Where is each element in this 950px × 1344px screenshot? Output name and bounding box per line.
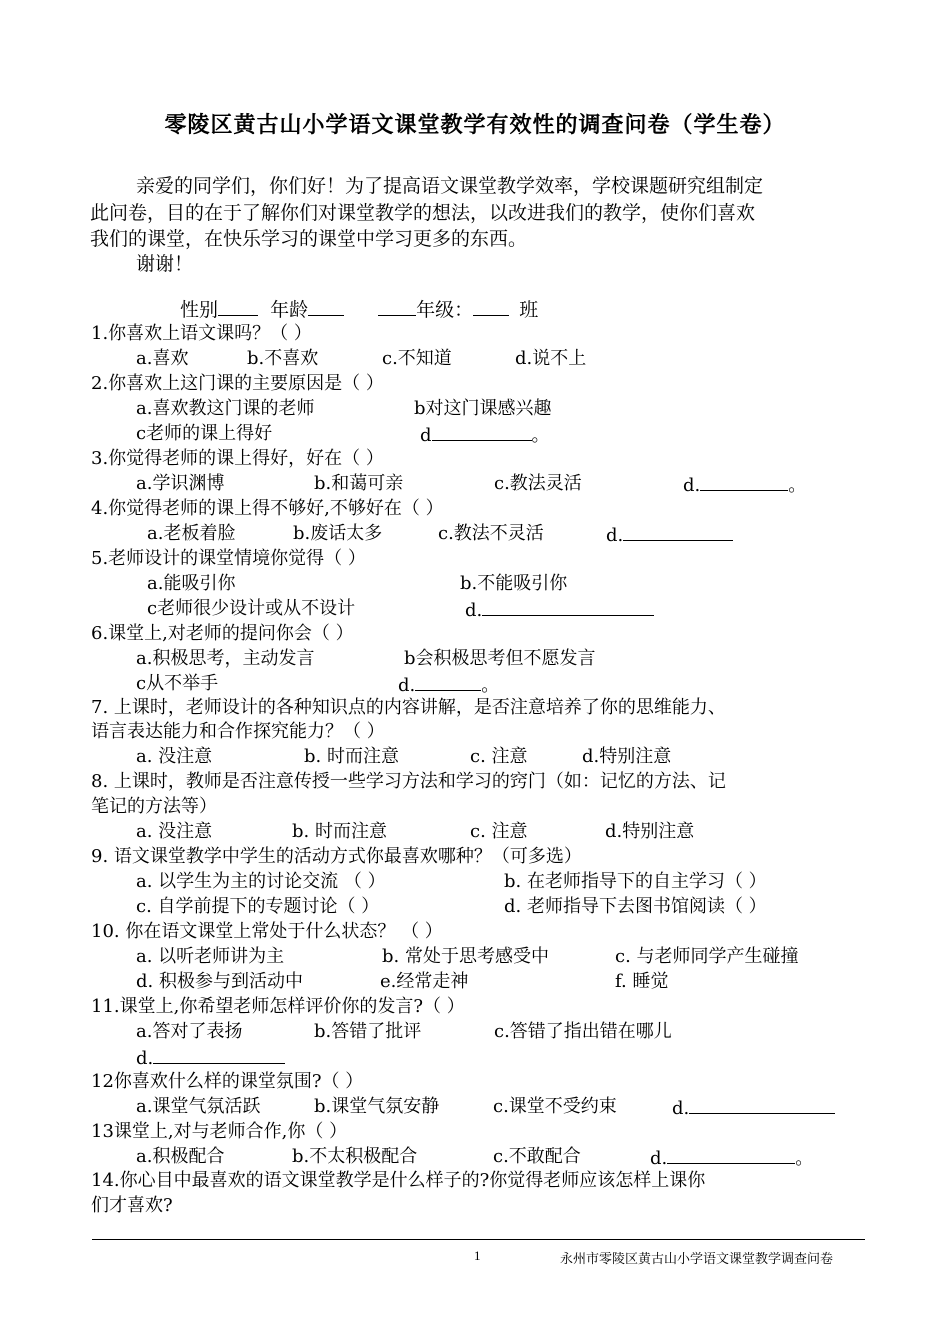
intro-thanks: 谢谢！ (136, 253, 194, 275)
class-label: 班 (519, 299, 539, 321)
q10-option-c[interactable]: c. 与老师同学产生碰撞 (615, 946, 799, 967)
q1-option-d[interactable]: d.说不上 (515, 348, 587, 369)
q2-option-b[interactable]: b对这门课感兴趣 (414, 398, 552, 419)
q5-option-a[interactable]: a.能吸引你 (147, 573, 236, 594)
q10-option-d[interactable]: d. 积极参与到活动中 (136, 971, 303, 992)
footer-text: 永州市零陵区黄古山小学语文课堂教学调查问卷 (560, 1251, 834, 1266)
grade-label: 年级： (416, 299, 474, 321)
q12-option-a[interactable]: a.课堂气氛活跃 (136, 1096, 261, 1117)
q9-option-a[interactable]: a. 以学生为主的讨论交流 （ ） (136, 871, 386, 892)
class-blank[interactable] (473, 297, 509, 316)
q9-option-d[interactable]: d. 老师指导下去图书馆阅读（ ） (504, 896, 767, 917)
q4-option-c[interactable]: c.教法不灵活 (438, 523, 544, 544)
q8-text-line-1: 8. 上课时，教师是否注意传授一些学习方法和学习的窍门（如：记忆的方法、记 (91, 771, 726, 792)
intro-line-1: 亲爱的同学们，你们好！为了提高语文课堂教学效率，学校课题研究组制定 (136, 175, 764, 197)
q14-text-line-1: 14.你心目中最喜欢的语文课堂教学是什么样子的?你觉得老师应该怎样上课你 (91, 1170, 706, 1191)
q3-option-d[interactable]: d. 。 (683, 472, 806, 498)
q7-option-a[interactable]: a. 没注意 (136, 746, 213, 767)
page-title: 零陵区黄古山小学语文课堂教学有效性的调查问卷（学生卷） (164, 112, 786, 138)
q10-option-e[interactable]: e.经常走神 (380, 971, 469, 992)
q11-option-b[interactable]: b.答错了批评 (314, 1021, 422, 1042)
age-blank[interactable] (308, 297, 344, 316)
grade-blank[interactable] (378, 297, 416, 316)
age-label: 年龄 (270, 299, 309, 321)
q7-option-c[interactable]: c. 注意 (470, 746, 528, 767)
q14-text-line-2: 们才喜欢? (91, 1195, 173, 1216)
q9-text: 9. 语文课堂教学中学生的活动方式你最喜欢哪种？（可多选） (91, 846, 582, 867)
q4-option-b[interactable]: b.废话太多 (293, 523, 383, 544)
q5-option-b[interactable]: b.不能吸引你 (460, 573, 568, 594)
q13-option-b[interactable]: b.不太积极配合 (292, 1146, 418, 1167)
q2-option-d[interactable]: d 。 (420, 422, 550, 448)
q10-option-a[interactable]: a. 以听老师讲为主 (136, 946, 285, 967)
q1-option-b[interactable]: b.不喜欢 (247, 348, 319, 369)
q2-option-c[interactable]: c老师的课上得好 (136, 423, 273, 444)
intro-line-3: 我们的课堂，在快乐学习的课堂中学习更多的东西。 (90, 228, 528, 250)
q7-option-d[interactable]: d.特别注意 (582, 746, 672, 767)
q1-text: 1.你喜欢上语文课吗？（ ） (91, 323, 312, 344)
q6-option-b[interactable]: b会积极思考但不愿发言 (404, 648, 596, 669)
q3-option-a[interactable]: a.学识渊博 (136, 473, 225, 494)
q12-option-b[interactable]: b.课堂气氛安静 (314, 1096, 440, 1117)
q9-option-c[interactable]: c. 自学前提下的专题讨论（ ） (136, 896, 380, 917)
q6-option-a[interactable]: a.积极思考，主动发言 (136, 648, 315, 669)
q7-text-line-1: 7. 上课时，老师设计的各种知识点的内容讲解，是否注意培养了你的思维能力、 (91, 697, 726, 718)
q11-option-d[interactable]: d. (136, 1045, 285, 1071)
intro-line-2: 此问卷，目的在于了解你们对课堂教学的想法，以改进我们的教学，使你们喜欢 (90, 202, 756, 224)
q3-option-c[interactable]: c.教法灵活 (494, 473, 582, 494)
q13-option-c[interactable]: c.不敢配合 (493, 1146, 581, 1167)
q4-option-a[interactable]: a.老板着脸 (147, 523, 236, 544)
q12-option-c[interactable]: c.课堂不受约束 (493, 1096, 617, 1117)
q11-option-c[interactable]: c.答错了指出错在哪儿 (494, 1021, 672, 1042)
q6-option-d[interactable]: d. 。 (398, 672, 499, 698)
q9-option-b[interactable]: b. 在老师指导下的自主学习（ ） (504, 871, 767, 892)
q5-text: 5.老师设计的课堂情境你觉得（ ） (91, 548, 366, 569)
page-number: 1 (474, 1248, 481, 1263)
q1-option-c[interactable]: c.不知道 (382, 348, 452, 369)
q8-option-d[interactable]: d.特别注意 (605, 821, 695, 842)
gender-blank[interactable] (218, 297, 258, 316)
q13-option-a[interactable]: a.积极配合 (136, 1146, 225, 1167)
q3-text: 3.你觉得老师的课上得好，好在（ ） (91, 448, 384, 469)
q8-text-line-2: 笔记的方法等） (91, 796, 217, 817)
q7-option-b[interactable]: b. 时而注意 (304, 746, 399, 767)
footer-divider (92, 1239, 865, 1240)
q10-option-b[interactable]: b. 常处于思考感受中 (382, 946, 549, 967)
q13-text: 13课堂上,对与老师合作,你（ ） (91, 1121, 348, 1142)
gender-label: 性别 (180, 299, 219, 321)
q8-option-b[interactable]: b. 时而注意 (292, 821, 387, 842)
q5-option-c[interactable]: c老师很少设计或从不设计 (147, 598, 356, 619)
q12-option-d[interactable]: d. (672, 1095, 835, 1121)
q3-option-b[interactable]: b.和蔼可亲 (314, 473, 404, 494)
q4-option-d[interactable]: d. (606, 522, 733, 548)
q7-text-line-2: 语言表达能力和合作探究能力？（ ） (91, 721, 385, 742)
q2-text: 2.你喜欢上这门课的主要原因是（ ） (91, 373, 384, 394)
q11-option-a[interactable]: a.答对了表扬 (136, 1021, 243, 1042)
q10-text: 10. 你在语文课堂上常处于什么状态？ （ ） (91, 921, 443, 942)
q10-option-f[interactable]: f. 睡觉 (615, 971, 669, 992)
q1-option-a[interactable]: a.喜欢 (136, 348, 189, 369)
q5-option-d[interactable]: d. (465, 597, 654, 623)
student-info-line (180, 297, 538, 322)
q13-option-d[interactable]: d. 。 (650, 1145, 813, 1171)
q4-text: 4.你觉得老师的课上得不够好,不够好在（ ） (91, 498, 444, 519)
q12-text: 12你喜欢什么样的课堂氛围?（ ） (91, 1071, 364, 1092)
q2-option-a[interactable]: a.喜欢教这门课的老师 (136, 398, 315, 419)
q6-text: 6.课堂上,对老师的提问你会（ ） (91, 623, 354, 644)
q11-text: 11.课堂上,你希望老师怎样评价你的发言?（ ） (91, 996, 465, 1017)
q8-option-a[interactable]: a. 没注意 (136, 821, 213, 842)
q8-option-c[interactable]: c. 注意 (470, 821, 528, 842)
q6-option-c[interactable]: c从不举手 (136, 673, 219, 694)
